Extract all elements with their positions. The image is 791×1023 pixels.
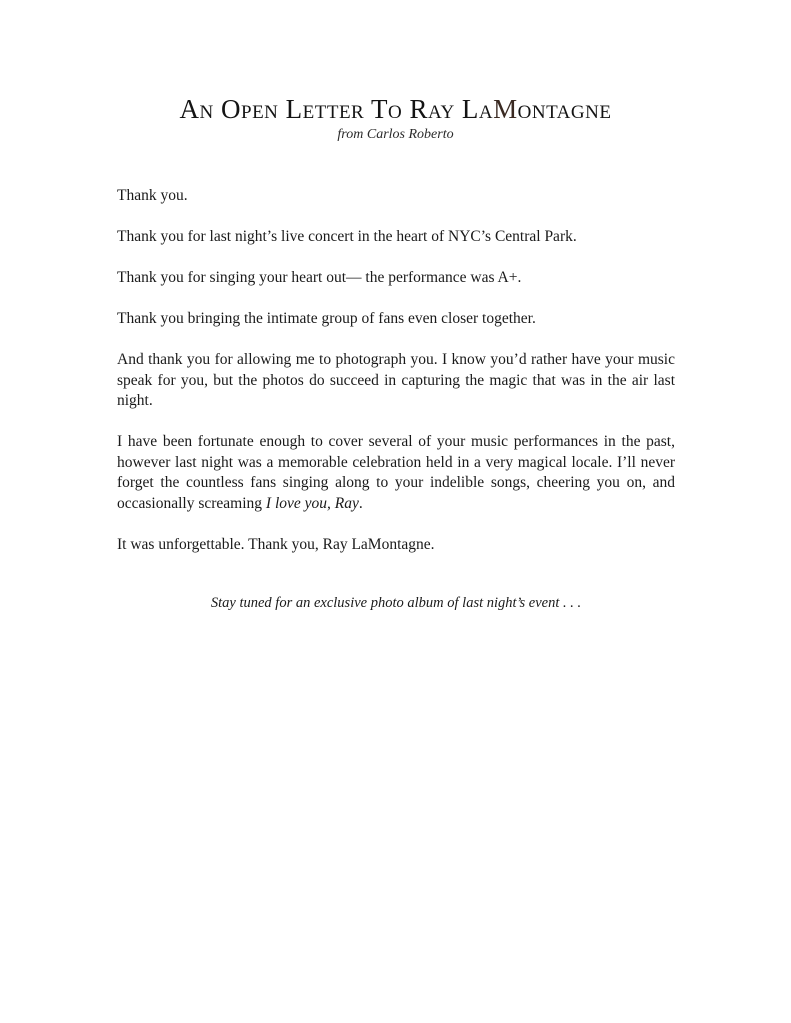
paragraph-6-emphasis: I love you, Ray — [265, 494, 359, 512]
title-prefix: An Open Letter To Ray La — [179, 94, 494, 124]
letter-title — [0, 93, 791, 125]
paragraph-4: Thank you bringing the intimate group of fans even closer together. — [117, 310, 536, 327]
paragraph-1: Thank you. — [117, 187, 188, 204]
title-suffix: ontagne — [517, 94, 612, 124]
closing-paragraph: It was unforgettable. Thank you, Ray LaMontagne. — [117, 535, 435, 553]
paragraph-6-end: . — [358, 494, 363, 512]
paragraph-5: And thank you for allowing me to photograph you. I know you’d rather have your music speak for you, but the photos do succeed in capturing the magic that was in the air last night. — [117, 351, 675, 409]
title-accent-letter: M — [493, 94, 518, 124]
paragraph-6 — [117, 432, 675, 514]
footer-note: Stay tuned for an exclusive photo album of last night’s event . . . — [210, 595, 582, 611]
paragraph-3: Thank you for singing your heart out— the performance was A+. — [117, 269, 522, 286]
paragraph-2: Thank you for last night’s live concert in the heart of NYC’s Central Park. — [117, 228, 577, 245]
letter-body — [117, 186, 675, 576]
paragraph-6-text: I have been fortunate enough to cover several of your music performances in the past, however last night was a memorable celebration held in a very magical locale. I’ll never forget the countless fans singing along to your indelible songs, cheering you on, and occasionally screaming — [117, 433, 675, 512]
letter-byline: from Carlos Roberto — [337, 127, 454, 142]
